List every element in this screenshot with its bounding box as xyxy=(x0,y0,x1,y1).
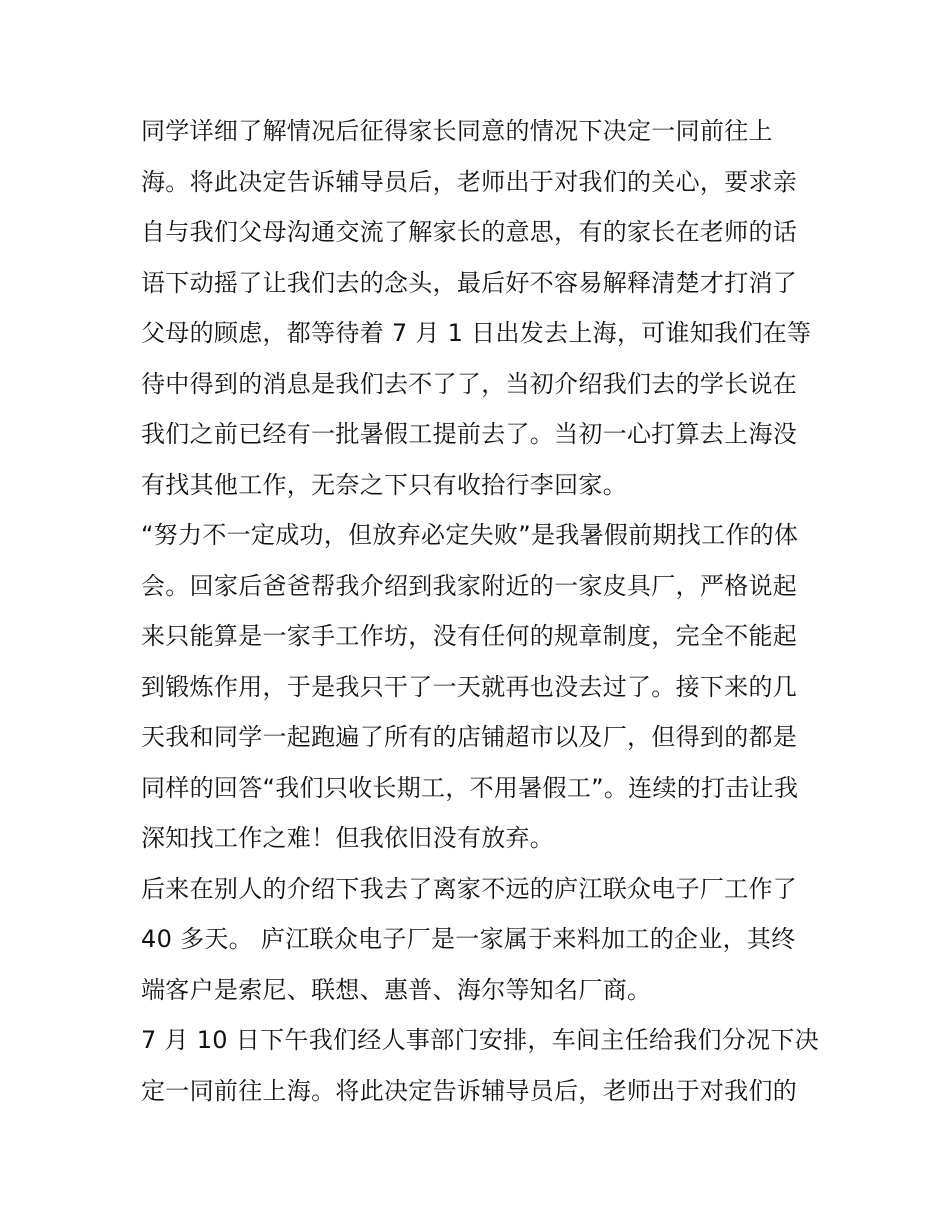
text-line: 自与我们父母沟通交流了解家长的意思，有的家长在老师的话 xyxy=(141,218,798,246)
text-line: 端客户是索尼、联想、惠普、海尔等知名厂商。 xyxy=(141,975,652,1004)
text-line: 海。将此决定告诉辅导员后，老师出于对我们的关心，要求亲 xyxy=(141,167,798,196)
text-line: 有找其他工作，无奈之下只有收拾行李回家。 xyxy=(141,470,627,499)
text-line: 会。回家后爸爸帮我介绍到我家附近的一家皮具厂，严格说起 xyxy=(141,571,798,600)
text-line: 待中得到的消息是我们去不了了，当初介绍我们去的学长说在 xyxy=(141,369,798,398)
text-line: 父母的顾虑，都等待着 7 月 1 日出发去上海，可谁知我们在等 xyxy=(141,319,812,347)
text-line: 到锻炼作用，于是我只干了一天就再也没去过了。接下来的几 xyxy=(141,672,798,701)
text-line: 后来在别人的介绍下我去了离家不远的庐江联众电子厂工作了 xyxy=(141,874,798,903)
text-line: “努力不一定成功，但放弃必定失败”是我暑假前期找工作的体 xyxy=(141,521,799,549)
text-line: 7 月 10 日下午我们经人事部门安排，车间主任给我们分况下决 xyxy=(141,1026,819,1054)
text-line: 天我和同学一起跑遍了所有的店铺超市以及厂，但得到的都是 xyxy=(141,723,798,751)
text-line: 语下动摇了让我们去的念头，最后好不容易解释清楚才打消了 xyxy=(141,268,798,297)
text-line: 40 多天。 庐江联众电子厂是一家属于来料加工的企业，其终 xyxy=(141,925,796,953)
text-line: 同学详细了解情况后征得家长同意的情况下决定一同前往上 xyxy=(141,117,773,145)
body-text xyxy=(141,106,819,1116)
text-line: 定一同前往上海。将此决定告诉辅导员后，老师出于对我们的 xyxy=(141,1076,798,1105)
text-line: 深知找工作之难！但我依旧没有放弃。 xyxy=(141,824,555,852)
text-line: 同样的回答“我们只收长期工，不用暑假工”。连续的打击让我 xyxy=(141,773,799,802)
text-line: 来只能算是一家手工作坊，没有任何的规章制度，完全不能起 xyxy=(141,622,798,650)
text-line: 我们之前已经有一批暑假工提前去了。当初一心打算去上海没 xyxy=(141,420,798,448)
